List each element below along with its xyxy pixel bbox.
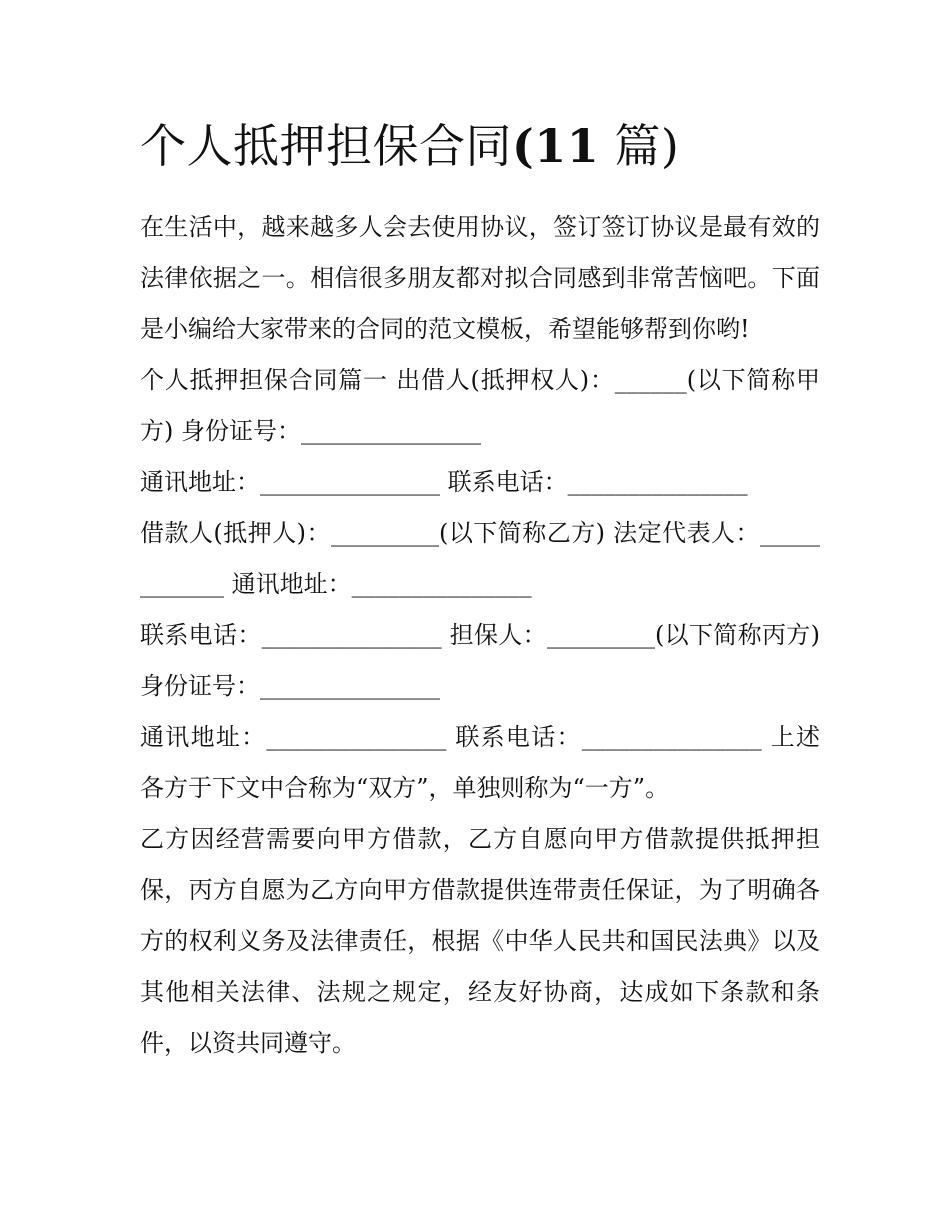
title-count: (11: [512, 119, 600, 173]
guarantor-info-paragraph: 联系电话：_______________ 担保人：_________(以下简称丙方) 身份证号：_______________: [140, 621, 820, 700]
title-text: 个人抵押担保合同: [140, 119, 512, 173]
document-title: [140, 112, 820, 180]
guarantor-contact-paragraph: 通讯地址：_______________ 联系电话：_______________ 上述各方于下文中合称为“双方”，单独则称为“一方”。: [140, 723, 820, 802]
lender-info-paragraph: 个人抵押担保合同篇一 出借人(抵押权人)：______(以下简称甲方) 身份证号：_______________: [140, 366, 820, 445]
borrower-info-paragraph: 借款人(抵押人)：_________(以下简称乙方) 法定代表人：____________ 通讯地址：_______________: [140, 519, 820, 598]
purpose-paragraph: 乙方因经营需要向甲方借款，乙方自愿向甲方借款提供抵押担保，丙方自愿为乙方向甲方借款提供连带责任保证，为了明确各方的权利义务及法律责任，根据《中华人民共和国民法典》以及其他相关法律、法规之规定，经友好协商，达成如下条款和条件，以资共同遵守。: [140, 825, 820, 1057]
intro-paragraph: 在生活中，越来越多人会去使用协议，签订签订协议是最有效的法律依据之一。相信很多朋友都对拟合同感到非常苦恼吧。下面是小编给大家带来的合同的范文模板，希望能够帮到你哟!: [140, 213, 820, 343]
document-body: [140, 112, 820, 1069]
lender-contact-paragraph: 通讯地址：_______________ 联系电话：_______________: [140, 468, 748, 496]
title-unit: 篇): [614, 119, 680, 173]
